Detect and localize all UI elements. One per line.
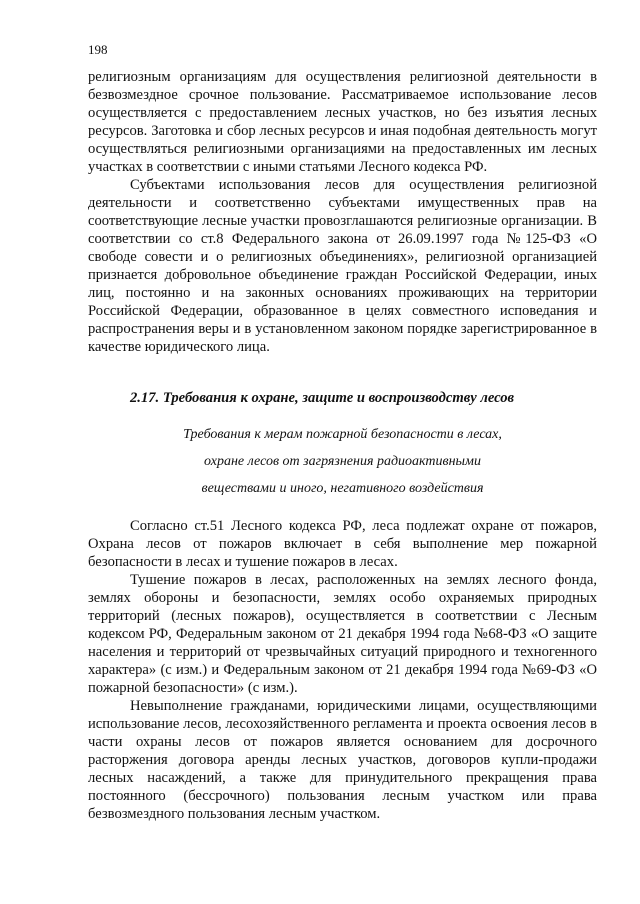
paragraph-fire-fighting: Тушение пожаров в лесах, расположенных на землях лесного фонда, землях обороны и безопасности, землях особо охраняемых природных территорий (лесных пожаров), осуществляется в соответствии с Лесным кодексом РФ, Федеральным законом от 21 декабря 1994 года №68-ФЗ «О защите населения и территорий от чрезвычайных ситуаций природного и техногенного характера» (с изм.) и Федеральным законом от 21 декабря 1994 года №69-ФЗ «О пожарной безопасности» (с изм.). xyxy=(88,572,597,696)
subheading-line: веществами и иного, негативного воздействия xyxy=(201,481,484,496)
paragraph-religious-subjects: Субъектами использования лесов для осуществления религиозной деятельности и соответственно субъектами имущественных прав на соответствующие лесные участки провозглашаются религиозные организации. В соответствии со ст.8 Федерального закона от 26.09.1997 года №125-ФЗ «О свободе совести и о религиозных объединениях», религиозной организацией признается добровольное объединение граждан Российской Федерации, иных лиц, постоянно и на законных основаниях проживающих на территории Российской Федерации, образованное в целях совместного исповедания и распространения веры и в установленном законом порядке зарегистрированное в качестве юридического лица. xyxy=(88,177,597,355)
subheading xyxy=(88,421,597,502)
page-number: 198 xyxy=(88,42,108,57)
subheading-line: Требования к мерам пожарной безопасности в лесах, xyxy=(183,427,502,442)
paragraph-religious-use: религиозным организациям для осуществления религиозной деятельности в безвозмездное срочное пользование. Рассматриваемое использование лесов осуществляется с предоставлением лесных участков, но без изъятия лесных ресурсов. Заготовка и сбор лесных ресурсов и иная подобная деятельность могут осуществляться религиозными организациями на предоставленных им лесных участках в соответствии с иными статьями Лесного кодекса РФ. xyxy=(88,69,597,175)
paragraph-fire-protection: Согласно ст.51 Лесного кодекса РФ, леса подлежат охране от пожаров, Охрана лесов от пожаров включает в себя выполнение мер пожарной безопасности в лесах и тушение пожаров в лесах. xyxy=(88,518,597,570)
paragraph-violations: Невыполнение гражданами, юридическими лицами, осуществляющими использование лесов, лесохозяйственного регламента и проекта освоения лесов в части охраны лесов от пожаров является основанием для досрочного расторжения договора аренды лесных участков, договоров купли-продажи лесных насаждений, а также для принудительного прекращения права постоянного (бессрочного) пользования лесным участком или права безвозмездного пользования лесным участком. xyxy=(88,698,597,822)
section-heading: 2.17. Требования к охране, защите и воспроизводству лесов xyxy=(130,390,515,406)
subheading-line: охране лесов от загрязнения радиоактивными xyxy=(204,454,481,469)
page-body xyxy=(88,68,597,823)
